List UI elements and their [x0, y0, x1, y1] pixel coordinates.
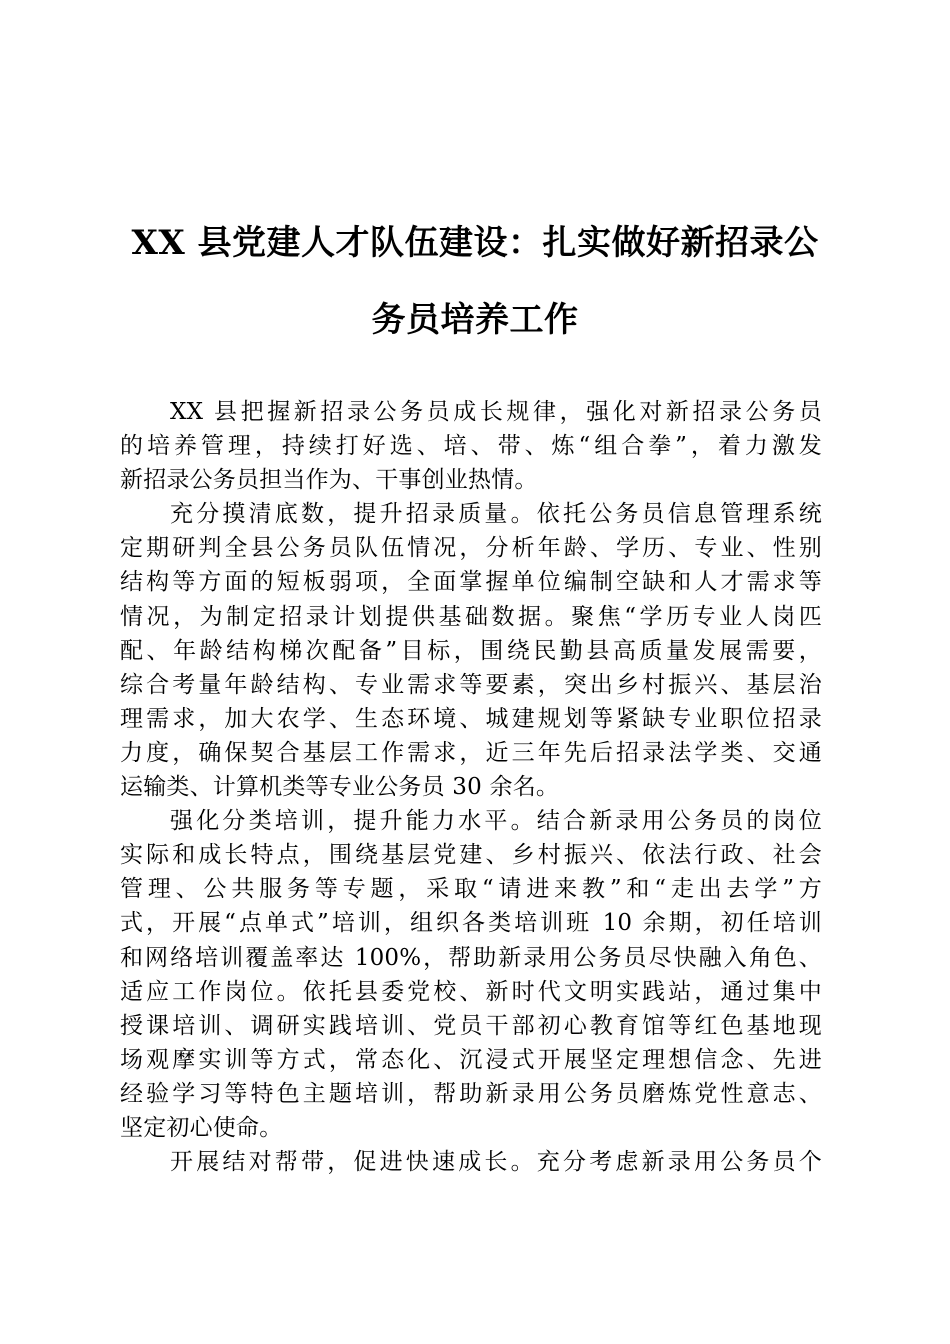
title-line-1: XX 县党建人才队伍建设：扎实做好新招录公: [131, 223, 819, 263]
text-line: 强化分类培训，提升能力水平。结合新录用公务员的岗位: [170, 808, 822, 835]
text-line: 运输类、计算机类等专业公务员 30 余名。: [120, 774, 560, 801]
text-line: 充分摸清底数，提升招录质量。依托公务员信息管理系统: [170, 501, 822, 528]
paragraph-mentoring: [120, 1145, 822, 1179]
text-line: 配、年龄结构梯次配备”目标，围绕民勤县高质量发展需要，: [120, 637, 822, 664]
title-line-2: 务员培养工作: [371, 300, 579, 340]
text-line: 场观摩实训等方式，常态化、沉浸式开展坚定理想信念、先进: [120, 1046, 822, 1073]
text-line: 新招录公务员担当作为、干事创业热情。: [120, 467, 538, 494]
text-line: 经验学习等特色主题培训，帮助新录用公务员磨炼党性意志、: [120, 1080, 822, 1107]
text-line: XX 县把握新招录公务员成长规律，强化对新招录公务员: [170, 399, 822, 425]
paragraph-training: [120, 804, 822, 1145]
text-line: 理需求，加大农学、生态环境、城建规划等紧缺专业职位招录: [120, 705, 822, 732]
text-line: 适应工作岗位。依托县委党校、新时代文明实践站，通过集中: [120, 978, 822, 1005]
text-line: 力度，确保契合基层工作需求，近三年先后招录法学类、交通: [120, 739, 822, 766]
text-line: 和网络培训覆盖率达 100%，帮助新录用公务员尽快融入角色、: [120, 944, 822, 971]
text-line: 坚定初心使命。: [120, 1114, 283, 1141]
text-line: 授课培训、调研实践培训、党员干部初心教育馆等红色基地现: [120, 1012, 822, 1039]
document-body: [120, 395, 822, 1179]
text-line: 结构等方面的短板弱项，全面掌握单位编制空缺和人才需求等: [120, 569, 822, 596]
text-line: 综合考量年龄结构、专业需求等要素，突出乡村振兴、基层治: [120, 671, 822, 698]
paragraph-intro: [120, 395, 822, 497]
document-title: [118, 205, 832, 359]
text-line: 实际和成长特点，围绕基层党建、乡村振兴、依法行政、社会: [120, 842, 822, 869]
text-line: 开展结对帮带，促进快速成长。充分考虑新录用公务员个: [170, 1149, 822, 1176]
text-line: 管理、公共服务等专题，采取“请进来教”和“走出去学”方: [120, 876, 822, 903]
text-line: 定期研判全县公务员队伍情况，分析年龄、学历、专业、性别: [120, 535, 822, 562]
text-line: 的培养管理，持续打好选、培、带、炼“组合拳”，着力激发: [120, 433, 822, 460]
text-line: 式，开展“点单式”培训，组织各类培训班 10 余期，初任培训: [120, 910, 822, 937]
text-line: 情况，为制定招录计划提供基础数据。聚焦“学历专业人岗匹: [120, 603, 822, 630]
paragraph-recruitment: [120, 497, 822, 804]
